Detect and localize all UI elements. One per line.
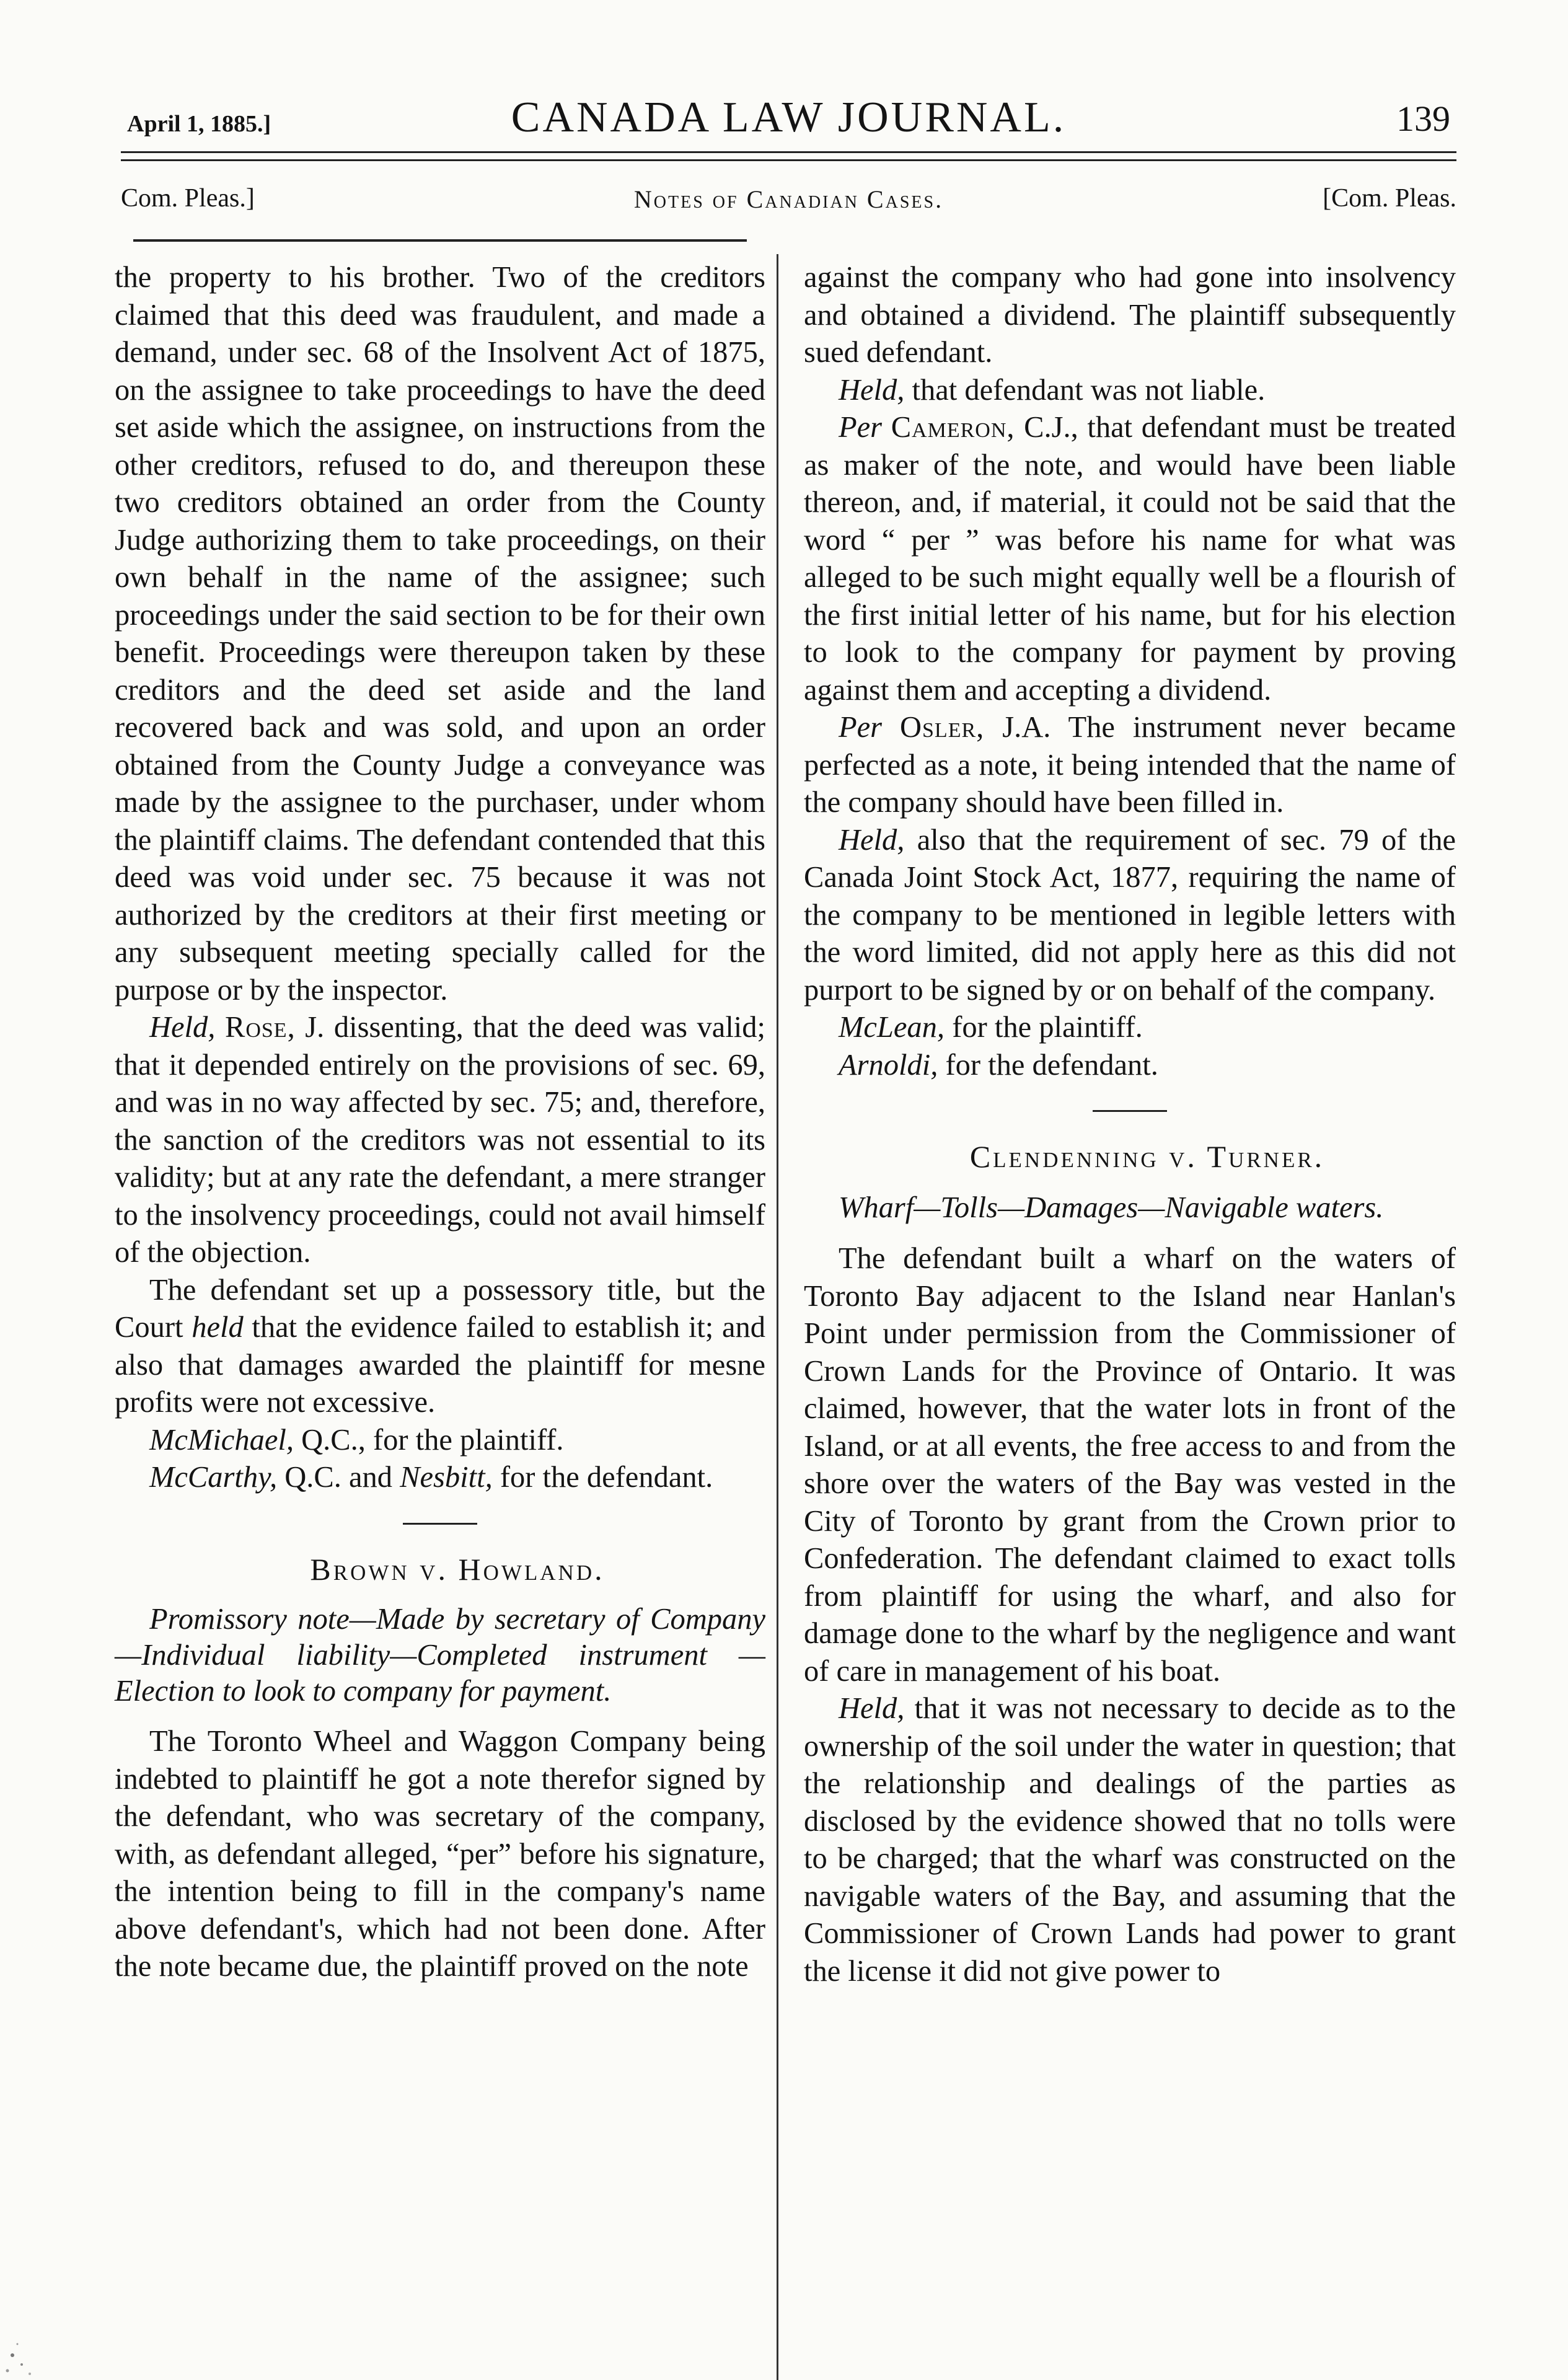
held-label: Held, — [839, 1692, 905, 1725]
counsel-name: Arnoldi, — [839, 1048, 938, 1082]
left-column — [115, 259, 765, 1986]
page-header — [121, 93, 1456, 143]
held-label: Held, — [839, 823, 905, 857]
counsel-name: McLean, — [839, 1011, 945, 1044]
case-headnote: Promissory note—Made by secretary of Company —Individual liability—Completed instrument —Election to look to company for payment. — [115, 1603, 765, 1708]
case-headnote: Wharf—Tolls—Damages—Navigable waters. — [839, 1191, 1384, 1224]
paragraph-text: that the evidence failed to establish it; and also that damages awarded the plaintiff for mesne profits were not excessive. — [115, 1311, 765, 1419]
running-head-right: [Com. Pleas. — [1323, 184, 1456, 213]
case-title-clendenning-v-turner: Clendenning v. Turner. — [969, 1139, 1325, 1174]
held-text: that it was not necessary to decide as to the ownership of the soil under the water in question; that the relationship and dealings of the parties as disclosed by the evidence showed that no tolls were to be charged; that the wharf was constructed on the navigable waters of the Bay, and assuming that the Commissioner of Crown Lands had power to grant the license it did not give power to — [804, 1692, 1456, 1988]
paragraph-text: The defendant set up a possessory title, but the Court — [115, 1273, 765, 1344]
right-paragraph-1: against the company who had gone into insolvency and obtained a dividend. The plaintiff subsequently sued defendant. — [804, 261, 1456, 369]
issue-date: April 1, 1885.] — [127, 111, 271, 137]
counsel-defendant — [804, 1047, 1456, 1085]
left-paragraph-3 — [115, 1272, 765, 1422]
right-paragraph-2 — [804, 372, 1456, 410]
judge-name: Rose, — [225, 1011, 296, 1044]
left-paragraph-2 — [115, 1009, 765, 1272]
right-column — [804, 259, 1456, 1990]
held-label: Held, — [149, 1011, 216, 1044]
case-paragraph-1: The defendant built a wharf on the waters of Toronto Bay adjacent to the Island near Hanlan's Point under permission from the Commissioner of Crown Lands for the Province of Ontario. It was claimed, however, that the water lots in front of the Island, or at all events, the free access to and from the shore over the waters of the Bay was vested in the City of Toronto by grant from the Crown prior to Confederation. The defendant claimed to exact tolls from plaintiff for using the wharf, and also for damage done to the wharf by the negligence and want of care in management of his boat. — [804, 1242, 1456, 1688]
counsel-name: McMichael, — [149, 1423, 294, 1457]
held-label: held — [192, 1311, 244, 1344]
header-double-rule — [121, 151, 1456, 161]
held-text: that defendant was not liable. — [904, 373, 1266, 407]
judge-name: Osler, — [900, 711, 985, 744]
left-paragraph-1: the property to his brother. Two of the creditors claimed that this deed was fraudulent, and made a demand, under sec. 68 of the Insolvent Act of 1875, on the assignee to take proceedings to have the deed set aside which the assignee, on instructions from the other creditors, refused to do, and thereupon these two creditors obtained an order from the County Judge authorizing them to take proceedings, on their own behalf in the name of the assignee; such proceedings under the said section to be for their own benefit. Proceedings were thereupon taken by these creditors and the deed set aside and the land recovered back and was sold, and upon an order obtained from the County Judge a conveyance was made by the assignee to the purchaser, under whom the plaintiff claims. The defendant contended that this deed was void under sec. 75 because it was not authorized by the creditors at their first meeting or any subsequent meeting specially called for the purpose or by the inspector. — [115, 261, 765, 1007]
judge-name: Cameron, — [891, 411, 1015, 444]
counsel-role: for the defendant. — [938, 1048, 1158, 1082]
counsel-role: Q.C., for the plaintiff. — [293, 1423, 564, 1457]
running-head-left: Com. Pleas.] — [121, 184, 255, 213]
page-number: 139 — [1396, 99, 1450, 139]
opinion-text: C.J., that defendant must be treated as maker of the note, and would have been liable thereon, and, if material, it could not be said that the word “ per ” was before his name for what was alleged to be such might equally well be a flourish of the first initial letter of his name, but for his election to look to the company for payment by proving against them and accepting a dividend. — [804, 411, 1456, 707]
counsel-role: for the plaintiff. — [945, 1011, 1143, 1044]
case-paragraph-2 — [804, 1690, 1456, 1990]
held-text: J. dissenting, that the deed was valid; that it depended entirely on the provisions of sec. 69, and was in no way affected by sec. 75; and, therefore, the sanction of the creditors was not essential to its validity; but at any rate the defendant, a mere stranger to the insolvency proceedings, could not avail himself of the objection. — [115, 1011, 766, 1269]
column-divider — [777, 254, 778, 2380]
right-paragraph-5 — [804, 822, 1456, 1010]
journal-title: CANADA LAW JOURNAL. — [511, 94, 1067, 141]
opinion-text: J.A. The instrument never became perfected as a note, it being intended that the name of the company should have been filled in. — [804, 711, 1456, 819]
case-paragraph: The Toronto Wheel and Waggon Company being indebted to plaintiff he got a note therefor signed by the defendant, who was secretary of the company, with, as defendant alleged, “per” before his signature, the intention being to fill in the company's name above defendant's, which had not been done. After the note became due, the plaintiff proved on the note — [115, 1725, 765, 1983]
counsel-name: McCarthy, — [149, 1461, 278, 1494]
running-head-rule — [133, 239, 747, 242]
counsel-defendant — [115, 1459, 765, 1497]
counsel-role: for the defendant. — [492, 1461, 713, 1494]
counsel-joiner: Q.C. and — [277, 1461, 400, 1494]
per-label: Per — [839, 411, 883, 444]
counsel-plaintiff — [115, 1422, 765, 1460]
right-paragraph-3 — [804, 409, 1456, 709]
running-head — [121, 183, 1456, 221]
counsel-name: Nesbitt, — [400, 1461, 493, 1494]
held-text: also that the requirement of sec. 79 of the Canada Joint Stock Act, 1877, requiring the name of the company to be mentioned in legible letters with the word limited, did not apply here as this did not purport to be signed by or on behalf of the company. — [804, 823, 1456, 1007]
running-head-center: Notes of Canadian Cases. — [633, 185, 944, 213]
paper-speckle-decoration — [0, 2287, 68, 2380]
right-paragraph-4 — [804, 709, 1456, 822]
per-label: Per — [839, 711, 883, 744]
held-label: Held, — [839, 373, 905, 407]
counsel-plaintiff — [804, 1009, 1456, 1047]
case-title-brown-v-howland: Brown v. Howland. — [310, 1551, 605, 1587]
